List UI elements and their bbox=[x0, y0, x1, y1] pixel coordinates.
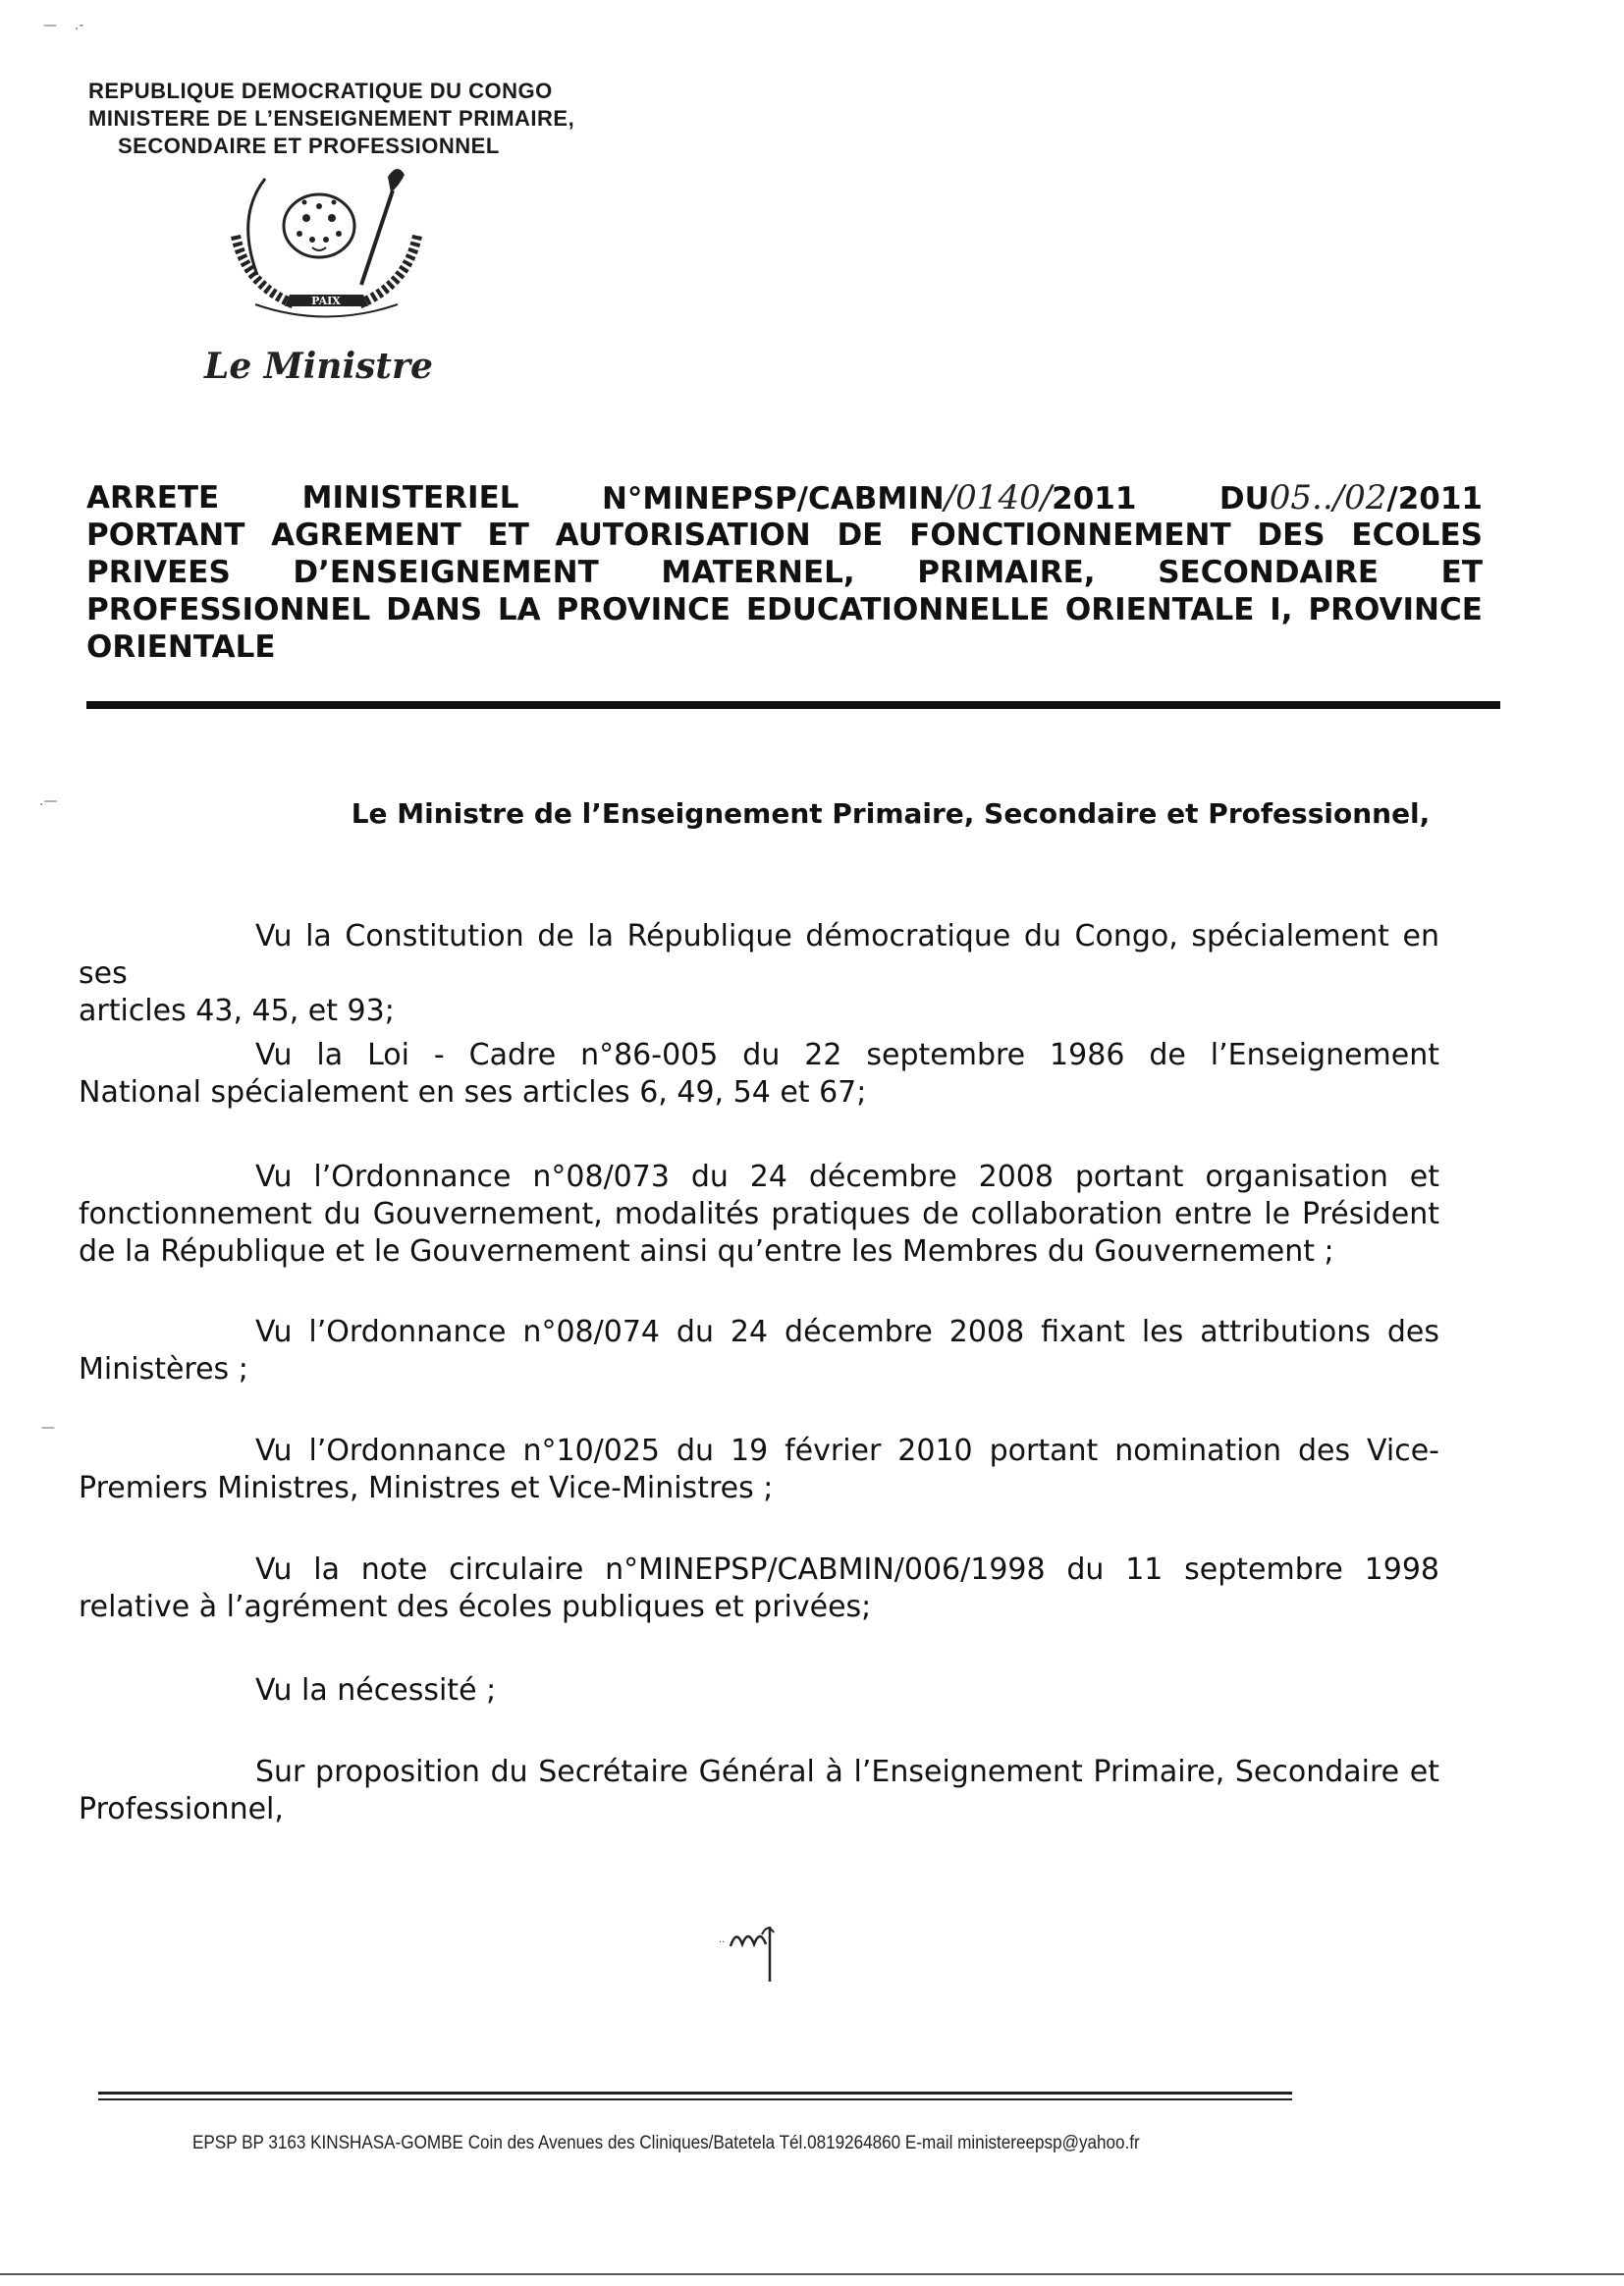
emblem-motto: PAIX bbox=[311, 295, 341, 307]
decree-date: DU05../02/2011 bbox=[1218, 478, 1483, 517]
paragraph-ordonnance-074: Vu l’Ordonnance n°08/074 du 24 décembre 2008 fixant les attributions des Ministères ; bbox=[79, 1315, 1439, 1387]
minister-signature-label: Le Ministre bbox=[204, 346, 433, 387]
minister-heading: Le Ministre de l’Enseignement Primaire, Secondaire et Professionnel, bbox=[351, 797, 1431, 830]
handwritten-initials bbox=[719, 1913, 797, 1991]
paragraph-constitution: Vu la Constitution de la République démocratique du Congo, spécialement en ses articles 43, 45, et 93; bbox=[79, 919, 1439, 1028]
country-name: REPUBLIQUE DEMOCRATIQUE DU CONGO bbox=[88, 79, 553, 103]
title-row-1 bbox=[86, 479, 1483, 517]
title-word: MINISTERIEL bbox=[301, 480, 519, 516]
title-word: ARRETE bbox=[86, 480, 220, 516]
scan-edge-line bbox=[0, 2273, 1624, 2275]
handwritten-date: 05../02 bbox=[1269, 478, 1387, 517]
scan-mark: .— bbox=[39, 793, 58, 809]
paragraph-proposition: Sur proposition du Secrétaire Général à l’Enseignement Primaire, Secondaire et Professionnel, bbox=[79, 1755, 1439, 1826]
decree-number: N°MINEPSP/CABMIN/0140/2011 bbox=[601, 478, 1137, 517]
title-row-2: PORTANT AGREMENT ET AUTORISATION DE FONCTIONNEMENT DES ECOLES bbox=[86, 517, 1483, 553]
ministry-name: MINISTERE DE L’ENSEIGNEMENT PRIMAIRE, bbox=[88, 106, 575, 131]
footer-rule bbox=[98, 2098, 1292, 2100]
title-row-5: ORIENTALE bbox=[86, 629, 276, 665]
decree-title bbox=[86, 479, 1483, 666]
title-divider bbox=[86, 701, 1500, 709]
title-row-3: PRIVEES D’ENSEIGNEMENT MATERNEL, PRIMAIRE, SECONDAIRE ET bbox=[86, 555, 1483, 590]
title-row-4: PROFESSIONNEL DANS LA PROVINCE EDUCATIONNELLE ORIENTALE I, PROVINCE bbox=[86, 592, 1483, 627]
paragraph-note-circulaire: Vu la note circulaire n°MINEPSP/CABMIN/006/1998 du 11 septembre 1998 relative à l’agrément des écoles publiques et privées; bbox=[79, 1552, 1439, 1624]
coat-of-arms-emblem bbox=[196, 157, 461, 344]
paragraph-loi-cadre: Vu la Loi - Cadre n°86-005 du 22 septembre 1986 de l’Enseignement National spécialement en ses articles 6, 49, 54 et 67; bbox=[79, 1038, 1439, 1110]
ministry-name-cont: SECONDAIRE ET PROFESSIONNEL bbox=[118, 134, 500, 158]
paragraph-ordonnance-073: Vu l’Ordonnance n°08/073 du 24 décembre 2008 portant organisation et fonctionnement du Gouvernement, modalités pratiques de collaboration entre le Président de la République et le Gouvernement ainsi qu’entre les Membres du Gouvernement ; bbox=[79, 1160, 1439, 1269]
scan-mark: — .- bbox=[43, 18, 84, 33]
svg-text:..: .. bbox=[719, 1934, 726, 1945]
scan-mark: — bbox=[41, 1420, 55, 1436]
footer-rule bbox=[98, 2092, 1292, 2095]
footer-address: EPSP BP 3163 KINSHASA-GOMBE Coin des Avenues des Cliniques/Batetela Tél.0819264860 E-mail ministereepsp@yahoo.fr bbox=[192, 2133, 1140, 2153]
paragraph-ordonnance-025: Vu l’Ordonnance n°10/025 du 19 février 2010 portant nomination des Vice- Premiers Ministres, Ministres et Vice-Ministres ; bbox=[79, 1434, 1439, 1505]
handwritten-number: /0140/ bbox=[944, 478, 1053, 517]
paragraph-necessite: Vu la nécessité ; bbox=[255, 1673, 497, 1708]
